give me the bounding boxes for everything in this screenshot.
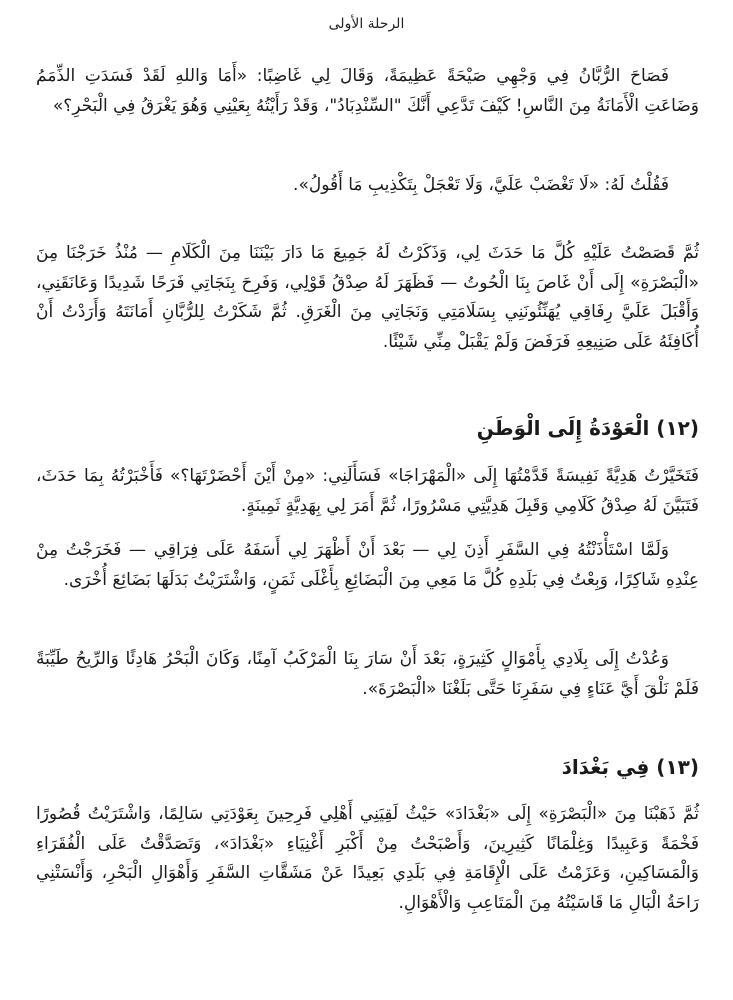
paragraph-life-in-baghdad: ثُمَّ ذَهَبْنَا مِنَ «الْبَصْرَةِ» إِلَى «بَغْدَادَ» حَيْثُ لَقِيَنِي أَهْلِي فَرِحِينَ بِعَوْدَتِي سَالِمًا، وَاشْتَرَيْتُ قُصُورًا فَخْمَةً وَعَبِيدًا وَغِلْمَانًا كَثِيرِينَ، وَأَصْبَحْتُ مِنْ أَكْبَرِ أَغْنِيَاءِ «بَغْدَادَ»، وَتَصَدَّقْتُ عَلَى الْفُقَرَاءِ وَالْمَسَاكِينِ، وَعَزَمْتُ عَلَى الْإِقَامَةِ فِي بَلَدِي بَعِيدًا عَنْ مَشَقَّاتِ السَّفَرِ وَأَهْوَالِ الْبَحْرِ، وَأَنْسَتْنِي رَاحَةُ الْبَالِ مَا قَاسَيْتُهُ مِنَ الْمَتَاعِبِ وَالْأَهْوَالِ.: [36, 804, 699, 913]
paragraph-captain-shout: فَصَاحَ الرُّبَّانُ فِي وَجْهِي صَيْحَةً عَظِيمَةً، وَقَالَ لِي غَاضِبًا: «أَمَا وَاللهِ لَقَدْ فَسَدَتِ الذِّمَمُ وَضَاعَتِ الْأَمَانَةُ مِنَ النَّاسِ! كَيْفَ تَدَّعِي أَنَّكَ "السِّنْدِبَادُ"، وَقَدْ رَأَيْتُهُ بِعَيْنِي وَهُوَ يَغْرَقُ فِي الْبَحْرِ؟»: [36, 66, 699, 116]
paragraph-story-told: ثُمَّ قَصَصْتُ عَلَيْهِ كُلَّ مَا حَدَثَ لِي، وَذَكَرْتُ لَهُ جَمِيعَ مَا دَارَ بَيْنَنَا مِنَ الْكَلَامِ — مُنْذُ خَرَجْنَا مِنَ «الْبَصْرَةِ» إِلَى أَنْ غَاصَ بِنَا الْحُوتُ — فَظَهَرَ لَهُ صِدْقُ قَوْلِي، وَفَرِحَ بِنَجَاتِي فَرَحًا شَدِيدًا وَعَانَقَنِي، وَأَقْبَلَ عَلَيَّ رِفَاقِي يُهَنِّئُونَنِي بِسَلَامَتِي وَنَجَاتِي مِنَ الْغَرَقِ. ثُمَّ شَكَرْتُ لِلرُّبَّانِ أَمَانَتَهُ وَأَرَدْتُ أَنْ أُكَافِئَهُ عَلَى صَنِيعِهِ فَرَفَضَ وَلَمْ يَقْبَلْ مِنِّي شَيْئًا.: [36, 243, 699, 352]
section-heading-in-baghdad: (١٣) فِي بَغْدَادَ: [561, 755, 699, 779]
paragraph-permission-to-travel: وَلَمَّا اسْتَأْذَنْتُهُ فِي السَّفَرِ أَذِنَ لِي — بَعْدَ أَنْ أَظْهَرَ لِي أَسَفَهُ عَلَى فِرَاقِي — فَخَرَجْتُ مِنْ عِنْدِهِ شَاكِرًا، وَبِعْتُ فِي بَلَدِهِ كُلَّ مَا مَعِي مِنَ الْبَضَائِعِ بِأَغْلَى ثَمَنٍ، وَاشْتَرَيْتُ بَدَلَهَا بَضَائِعَ أُخْرَى.: [36, 540, 699, 590]
running-head: الرحلة الأولى: [328, 16, 405, 32]
section-heading-return-home: (١٢) الْعَوْدَةُ إِلَى الْوَطَنِ: [476, 416, 699, 440]
paragraph-return-with-wealth: وَعُدْتُ إِلَى بِلَادِي بِأَمْوَالٍ كَثِيرَةٍ، بَعْدَ أَنْ سَارَ بِنَا الْمَرْكَبُ آمِنًا، وَكَانَ الْبَحْرُ هَادِئًا وَالرِّيحُ طَيِّبَةً فَلَمْ نَلْقَ أَيَّ عَنَاءٍ فِي سَفَرِنَا حَتَّى بَلَغْنَا «الْبَصْرَةَ».: [36, 649, 699, 699]
paragraph-gift-to-maharaja: فَتَخَيَّرْتُ هَدِيَّةً نَفِيسَةً قَدَّمْتُهَا إِلَى «الْمَهْرَاجَا» فَسَأَلَنِي: «مِنْ أَيْنَ أَحْضَرْتَهَا؟» فَأَخْبَرْتُهُ بِمَا حَدَثَ، فَتَبَيَّنَ لَهُ صِدْقُ كَلَامِي وَقَبِلَ هَدِيَّتِي مَسْرُورًا، ثُمَّ أَمَرَ لِي بِهَدِيَّةٍ ثَمِينَةٍ.: [36, 466, 699, 516]
paragraph-reply: فَقُلْتُ لَهُ: «لَا تَغْضَبْ عَلَيَّ، وَلَا تَعْجَلْ بِتَكْذِيبِ مَا أَقُولُ».: [293, 175, 669, 195]
